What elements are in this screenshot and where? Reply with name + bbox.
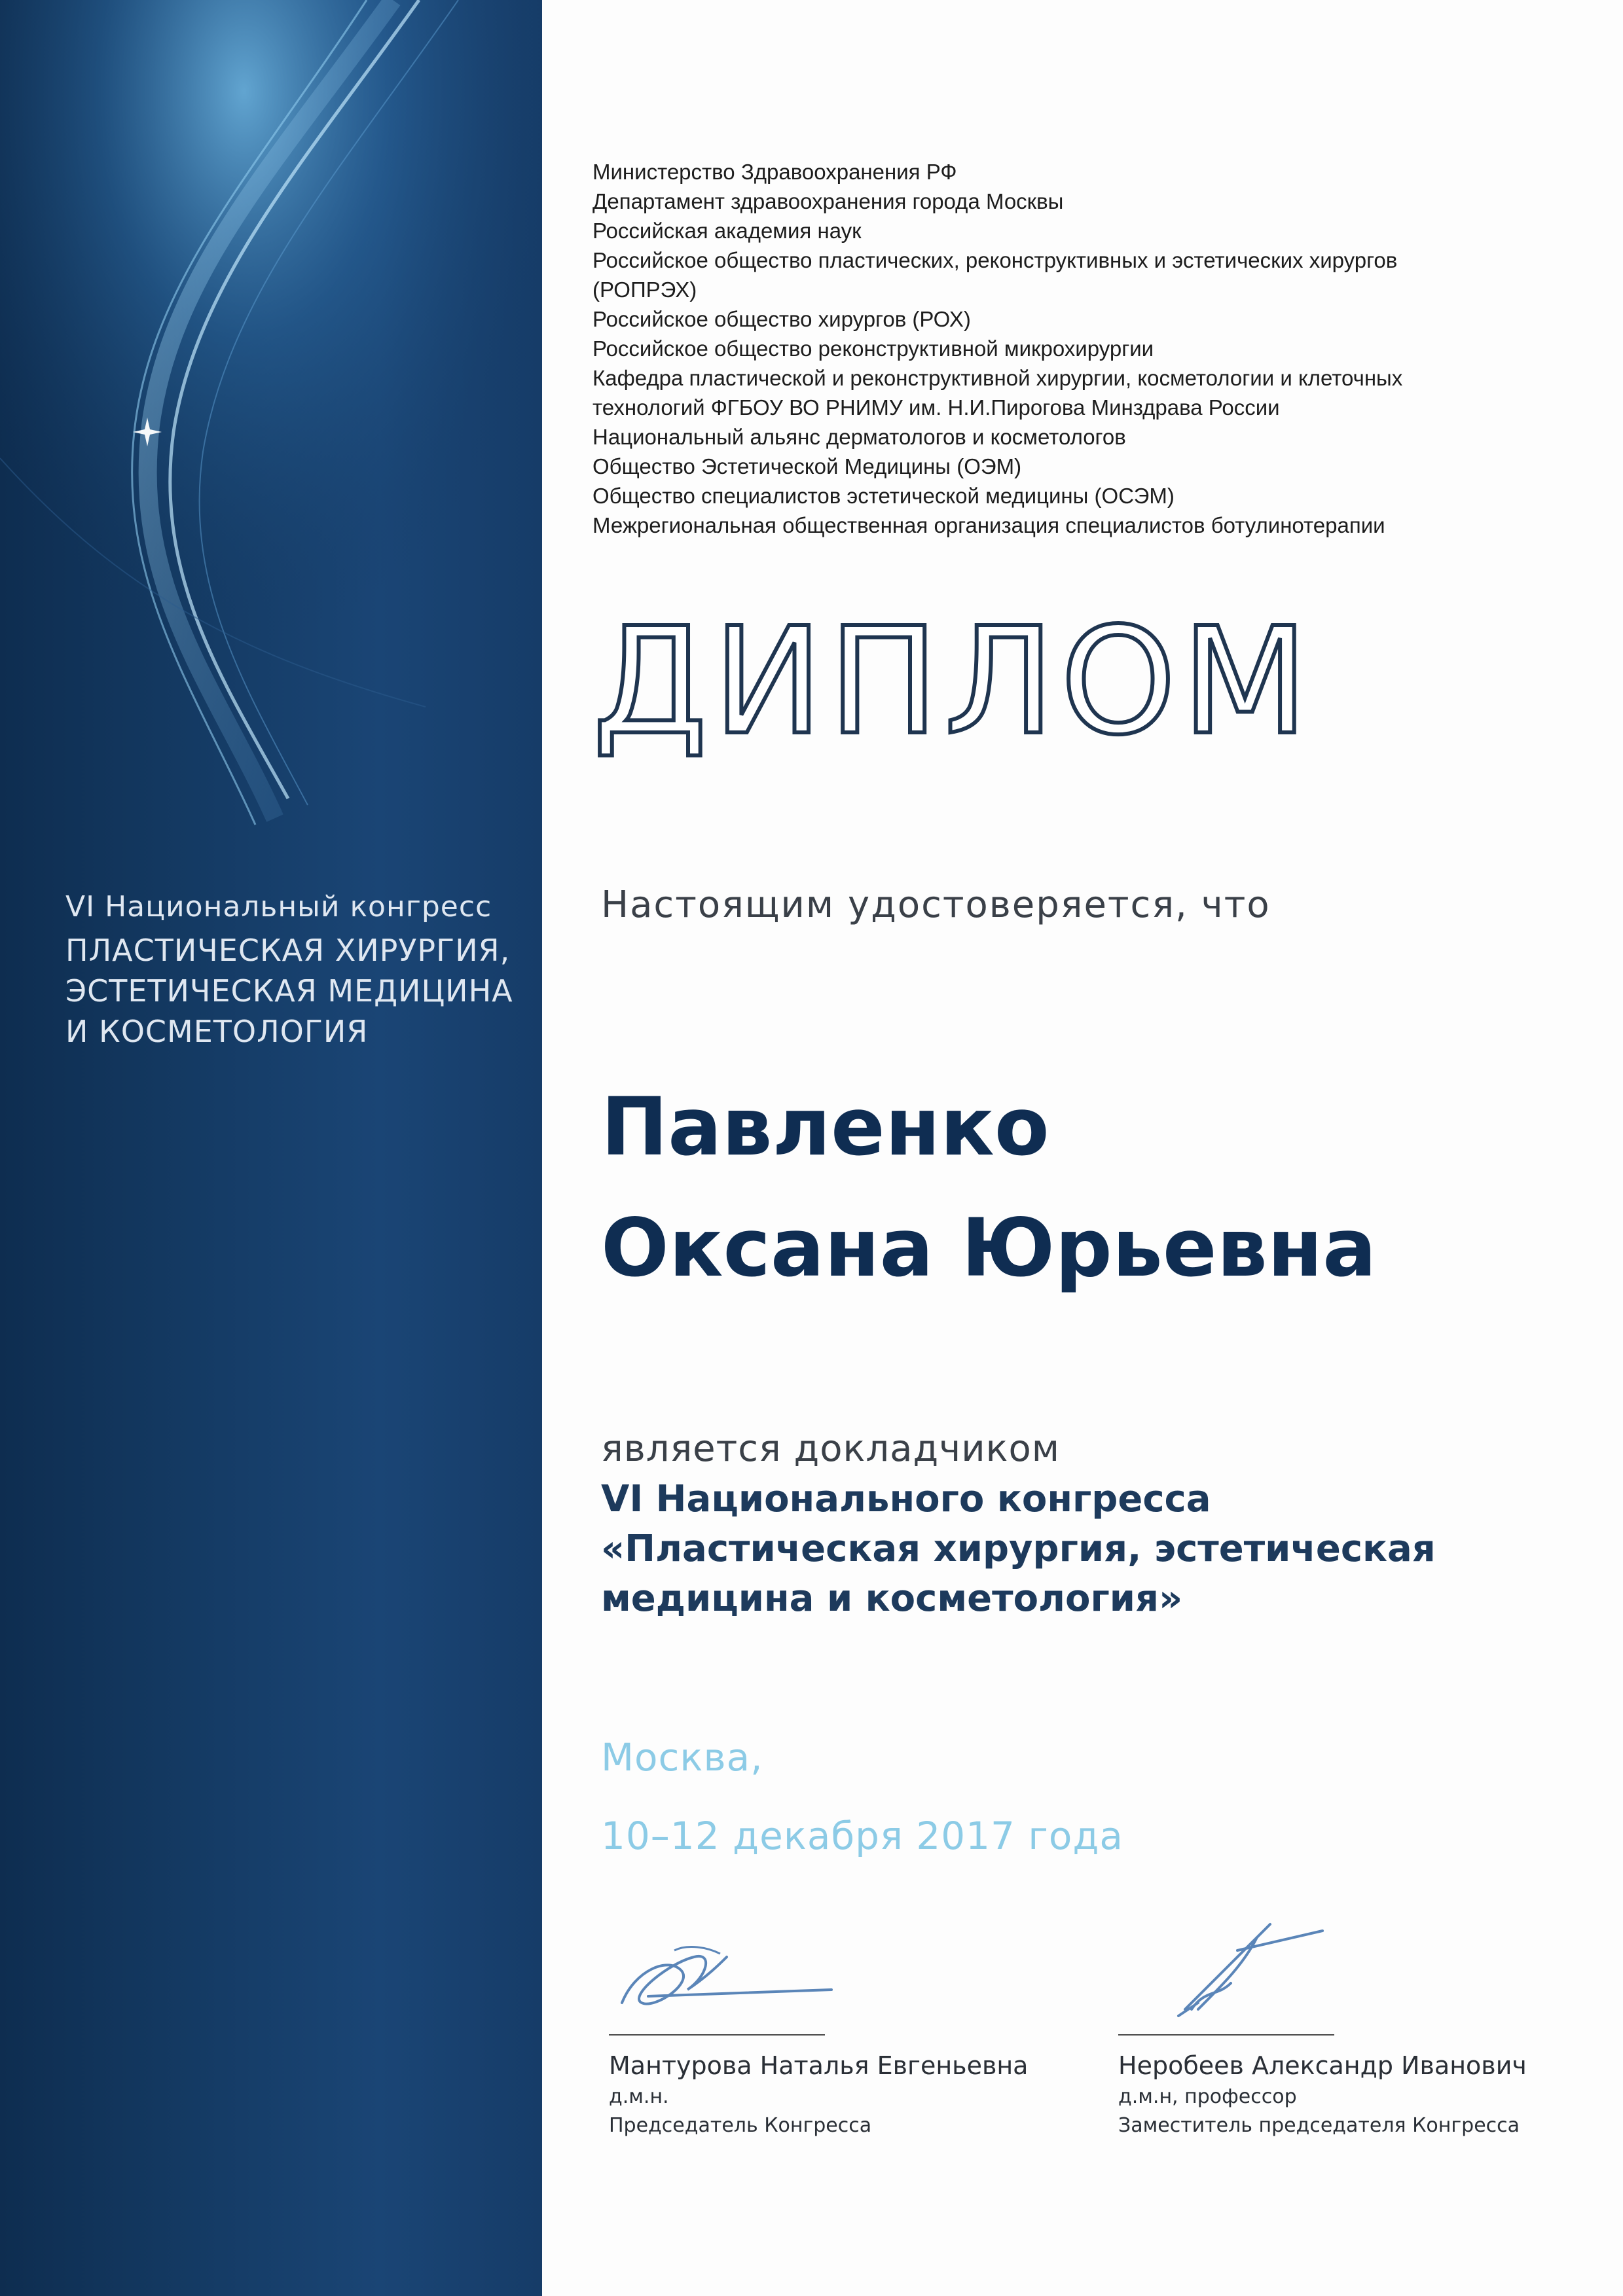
decorative-band [0, 0, 542, 2296]
organizer-item: Межрегиональная общественная организация специалистов ботулинотерапии [593, 513, 1385, 537]
recipient-surname: Павленко [601, 1081, 1049, 1174]
signature-2-icon [1172, 1911, 1342, 2029]
dates: 10–12 декабря 2017 года [601, 1814, 1123, 1858]
organizer-item: Национальный альянс дерматологов и косметологов [593, 425, 1126, 449]
organizer-item: Российское общество пластических, реконструктивных и эстетических хирургов [593, 248, 1398, 272]
organizers-list [593, 157, 1542, 540]
wave-graphic [0, 0, 542, 2296]
signer-1 [609, 2049, 1028, 2140]
organizer-item: Общество специалистов эстетической медицины (ОСЭМ) [593, 484, 1175, 508]
organizer-item: технологий ФГБОУ ВО РНИМУ им. Н.И.Пирогова Минздрава России [593, 395, 1280, 420]
organizer-item: Российское общество хирургов (РОХ) [593, 307, 971, 331]
certifies-text: Настоящим удостоверяется, что [601, 884, 1271, 926]
congress-line-4: И КОСМЕТОЛОГИЯ [65, 1014, 369, 1049]
congress-line-2: ПЛАСТИЧЕСКАЯ ХИРУРГИЯ, [65, 933, 511, 968]
organizer-item: Департамент здравоохранения города Москвы [593, 189, 1064, 213]
recipient-name [601, 1067, 1377, 1309]
organizer-item: Российское общество реконструктивной микрохирургии [593, 336, 1154, 361]
signer-2-name: Неробеев Александр Иванович [1118, 2051, 1527, 2080]
signer-1-degree: д.м.н. [609, 2085, 669, 2108]
role-text: является докладчиком [601, 1427, 1060, 1470]
signer-2-position: Заместитель председателя Конгресса [1118, 2114, 1520, 2137]
signer-2 [1118, 2049, 1527, 2140]
congress-line-3: ЭСТЕТИЧЕСКАЯ МЕДИЦИНА [65, 973, 513, 1009]
place-and-date [601, 1718, 1123, 1875]
recipient-given-name: Оксана Юрьевна [601, 1202, 1377, 1295]
signature-1-line [609, 2034, 825, 2036]
diploma-title: ДИПЛОМ [593, 596, 1314, 768]
signer-1-position: Председатель Конгресса [609, 2114, 872, 2137]
event-line-3: медицина и косметология» [601, 1577, 1183, 1620]
signer-1-name: Мантурова Наталья Евгеньевна [609, 2051, 1029, 2080]
signer-2-degree: д.м.н, профессор [1118, 2085, 1297, 2108]
organizer-item: Общество Эстетической Медицины (ОЭМ) [593, 454, 1022, 478]
event-line-2: «Пластическая хирургия, эстетическая [601, 1528, 1436, 1570]
signature-1-icon [609, 1931, 845, 2029]
event-title [601, 1475, 1550, 1624]
organizer-item: (РОПРЭХ) [593, 278, 697, 302]
organizer-item: Российская академия наук [593, 219, 862, 243]
signature-2-line [1118, 2034, 1334, 2036]
organizer-item: Министерство Здравоохранения РФ [593, 160, 957, 184]
congress-title [65, 890, 524, 1052]
event-line-1: VI Национального конгресса [601, 1478, 1211, 1520]
city: Москва, [601, 1735, 763, 1780]
organizer-item: Кафедра пластической и реконструктивной хирургии, косметологии и клеточных [593, 366, 1403, 390]
congress-line-1: VI Национальный конгресс [65, 890, 492, 924]
